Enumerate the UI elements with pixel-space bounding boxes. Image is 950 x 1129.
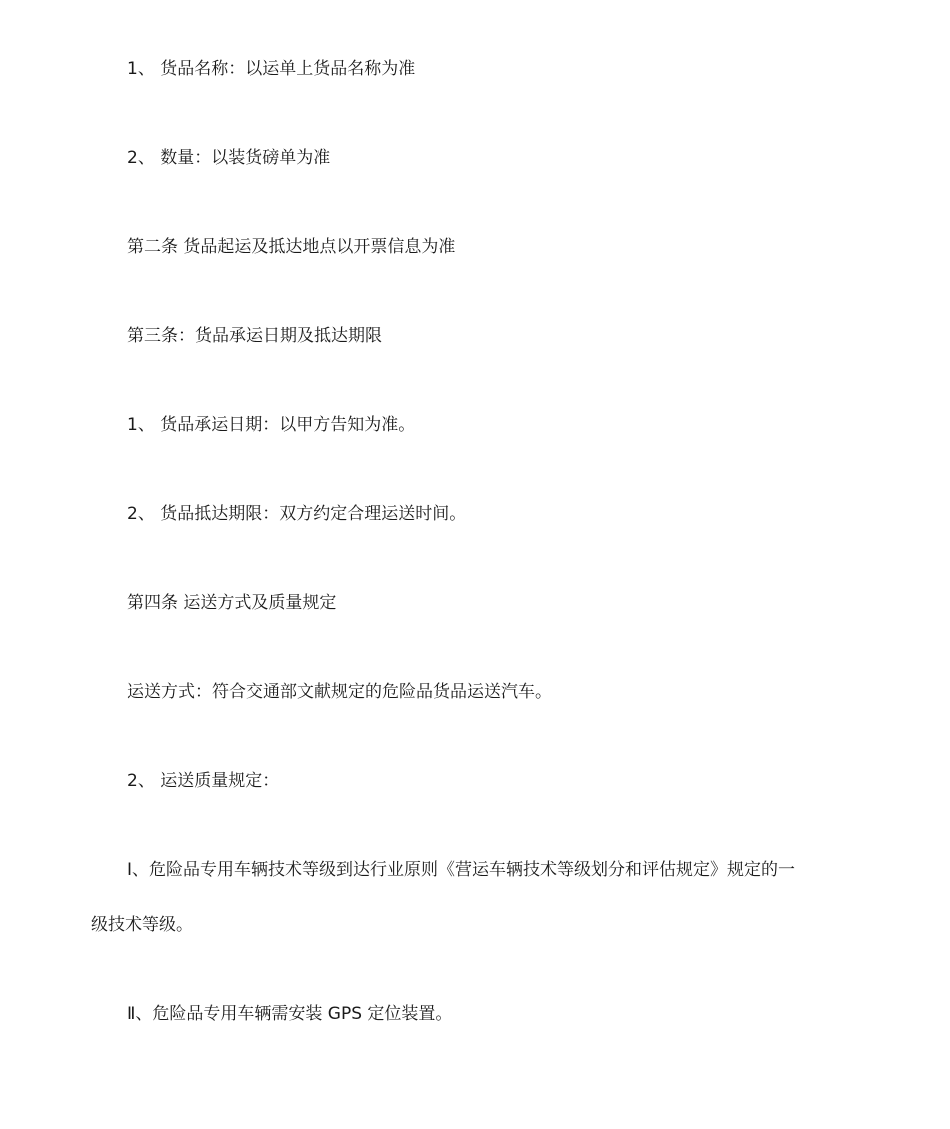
article-4-heading: 第四条 运送方式及质量规定 (127, 593, 337, 613)
quality-rule-2-text: Ⅱ、危险品专用车辆需安装 GPS 定位装置。 (127, 1004, 453, 1024)
clause-item-quantity: 2、 数量：以装货磅单为准 (127, 148, 331, 168)
clause-item-ship-date: 1、 货品承运日期：以甲方告知为准。 (127, 415, 416, 435)
article-2-heading: 第二条 货品起运及抵达地点以开票信息为准 (127, 237, 456, 257)
quality-rule-1-text: Ⅰ、危险品专用车辆技术等级到达行业原则《营运车辆技术等级划分和评估规定》规定的一 (127, 860, 796, 880)
clause-item-goods-name: 1、 货品名称：以运单上货品名称为准 (127, 59, 416, 79)
quality-rule-1-continuation: 级技术等级。 (91, 915, 193, 935)
article-3-heading: 第三条：货品承运日期及抵达期限 (127, 326, 382, 346)
clause-item-arrival-deadline: 2、 货品抵达期限：双方约定合理运送时间。 (127, 504, 467, 524)
transport-method-text: 运送方式：符合交通部文献规定的危险品货品运送汽车。 (127, 682, 552, 702)
quality-rules-heading: 2、 运送质量规定： (127, 771, 280, 791)
